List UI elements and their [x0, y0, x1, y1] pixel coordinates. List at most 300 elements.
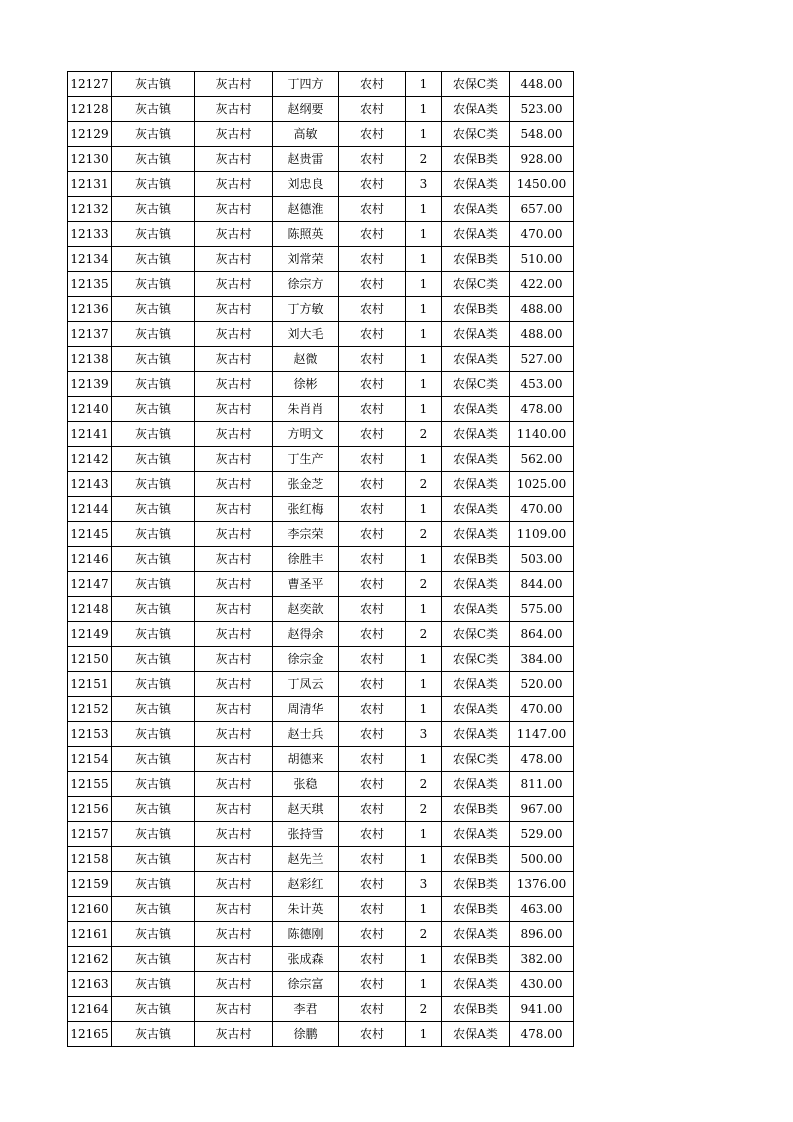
amount-cell: 463.00: [510, 897, 574, 922]
household-type-cell: 农村: [339, 897, 406, 922]
household-type-cell: 农村: [339, 72, 406, 97]
member-count-cell: 1: [406, 972, 442, 997]
village-cell: 灰古村: [195, 672, 273, 697]
amount-cell: 470.00: [510, 497, 574, 522]
amount-cell: 575.00: [510, 597, 574, 622]
record-id-cell: 12160: [68, 897, 112, 922]
table-row: [68, 947, 574, 972]
table-row: [68, 197, 574, 222]
household-type-cell: 农村: [339, 222, 406, 247]
village-cell: 灰古村: [195, 822, 273, 847]
category-cell: 农保A类: [442, 822, 510, 847]
household-type-cell: 农村: [339, 397, 406, 422]
category-cell: 农保A类: [442, 672, 510, 697]
town-cell: 灰古镇: [112, 972, 195, 997]
village-cell: 灰古村: [195, 897, 273, 922]
record-id-cell: 12133: [68, 222, 112, 247]
table-row: [68, 347, 574, 372]
village-cell: 灰古村: [195, 597, 273, 622]
category-cell: 农保A类: [442, 497, 510, 522]
town-cell: 灰古镇: [112, 472, 195, 497]
person-name-cell: 赵贵雷: [273, 147, 339, 172]
table-row: [68, 622, 574, 647]
amount-cell: 503.00: [510, 547, 574, 572]
household-type-cell: 农村: [339, 572, 406, 597]
town-cell: 灰古镇: [112, 222, 195, 247]
data-table: [67, 71, 574, 1047]
category-cell: 农保B类: [442, 247, 510, 272]
record-id-cell: 12147: [68, 572, 112, 597]
person-name-cell: 赵得余: [273, 622, 339, 647]
record-id-cell: 12150: [68, 647, 112, 672]
household-type-cell: 农村: [339, 697, 406, 722]
amount-cell: 448.00: [510, 72, 574, 97]
household-type-cell: 农村: [339, 422, 406, 447]
village-cell: 灰古村: [195, 147, 273, 172]
household-type-cell: 农村: [339, 997, 406, 1022]
town-cell: 灰古镇: [112, 922, 195, 947]
household-type-cell: 农村: [339, 522, 406, 547]
member-count-cell: 1: [406, 747, 442, 772]
person-name-cell: 刘忠良: [273, 172, 339, 197]
table-row: [68, 722, 574, 747]
village-cell: 灰古村: [195, 797, 273, 822]
village-cell: 灰古村: [195, 972, 273, 997]
table-row: [68, 472, 574, 497]
town-cell: 灰古镇: [112, 647, 195, 672]
amount-cell: 529.00: [510, 822, 574, 847]
town-cell: 灰古镇: [112, 772, 195, 797]
village-cell: 灰古村: [195, 272, 273, 297]
record-id-cell: 12128: [68, 97, 112, 122]
table-row: [68, 672, 574, 697]
member-count-cell: 2: [406, 797, 442, 822]
table-row: [68, 372, 574, 397]
category-cell: 农保C类: [442, 647, 510, 672]
village-cell: 灰古村: [195, 422, 273, 447]
village-cell: 灰古村: [195, 547, 273, 572]
person-name-cell: 赵天琪: [273, 797, 339, 822]
record-id-cell: 12153: [68, 722, 112, 747]
table-row: [68, 397, 574, 422]
town-cell: 灰古镇: [112, 622, 195, 647]
village-cell: 灰古村: [195, 447, 273, 472]
household-type-cell: 农村: [339, 497, 406, 522]
category-cell: 农保A类: [442, 972, 510, 997]
person-name-cell: 赵微: [273, 347, 339, 372]
category-cell: 农保A类: [442, 97, 510, 122]
category-cell: 农保A类: [442, 922, 510, 947]
household-type-cell: 农村: [339, 847, 406, 872]
town-cell: 灰古镇: [112, 97, 195, 122]
household-type-cell: 农村: [339, 297, 406, 322]
record-id-cell: 12149: [68, 622, 112, 647]
household-type-cell: 农村: [339, 547, 406, 572]
record-id-cell: 12148: [68, 597, 112, 622]
person-name-cell: 李宗荣: [273, 522, 339, 547]
member-count-cell: 1: [406, 247, 442, 272]
village-cell: 灰古村: [195, 647, 273, 672]
table-row: [68, 72, 574, 97]
member-count-cell: 1: [406, 697, 442, 722]
village-cell: 灰古村: [195, 122, 273, 147]
category-cell: 农保A类: [442, 772, 510, 797]
category-cell: 农保B类: [442, 897, 510, 922]
member-count-cell: 1: [406, 322, 442, 347]
amount-cell: 478.00: [510, 747, 574, 772]
person-name-cell: 张成森: [273, 947, 339, 972]
village-cell: 灰古村: [195, 247, 273, 272]
member-count-cell: 1: [406, 272, 442, 297]
table-row: [68, 272, 574, 297]
category-cell: 农保A类: [442, 1022, 510, 1047]
amount-cell: 510.00: [510, 247, 574, 272]
category-cell: 农保A类: [442, 572, 510, 597]
table-row: [68, 772, 574, 797]
member-count-cell: 1: [406, 897, 442, 922]
household-type-cell: 农村: [339, 822, 406, 847]
town-cell: 灰古镇: [112, 897, 195, 922]
town-cell: 灰古镇: [112, 322, 195, 347]
member-count-cell: 2: [406, 922, 442, 947]
person-name-cell: 徐宗富: [273, 972, 339, 997]
member-count-cell: 2: [406, 422, 442, 447]
household-type-cell: 农村: [339, 472, 406, 497]
town-cell: 灰古镇: [112, 722, 195, 747]
record-id-cell: 12146: [68, 547, 112, 572]
town-cell: 灰古镇: [112, 397, 195, 422]
person-name-cell: 丁四方: [273, 72, 339, 97]
person-name-cell: 胡德来: [273, 747, 339, 772]
amount-cell: 430.00: [510, 972, 574, 997]
table-row: [68, 447, 574, 472]
table-row: [68, 872, 574, 897]
record-id-cell: 12127: [68, 72, 112, 97]
amount-cell: 1147.00: [510, 722, 574, 747]
household-type-cell: 农村: [339, 172, 406, 197]
member-count-cell: 3: [406, 172, 442, 197]
village-cell: 灰古村: [195, 372, 273, 397]
table-row: [68, 247, 574, 272]
category-cell: 农保A类: [442, 172, 510, 197]
person-name-cell: 丁生产: [273, 447, 339, 472]
town-cell: 灰古镇: [112, 272, 195, 297]
person-name-cell: 高敏: [273, 122, 339, 147]
category-cell: 农保A类: [442, 197, 510, 222]
record-id-cell: 12164: [68, 997, 112, 1022]
village-cell: 灰古村: [195, 72, 273, 97]
record-id-cell: 12142: [68, 447, 112, 472]
member-count-cell: 1: [406, 72, 442, 97]
member-count-cell: 2: [406, 622, 442, 647]
category-cell: 农保C类: [442, 272, 510, 297]
person-name-cell: 徐鹏: [273, 1022, 339, 1047]
member-count-cell: 1: [406, 497, 442, 522]
person-name-cell: 赵奕歆: [273, 597, 339, 622]
town-cell: 灰古镇: [112, 997, 195, 1022]
member-count-cell: 1: [406, 197, 442, 222]
town-cell: 灰古镇: [112, 172, 195, 197]
table-row: [68, 572, 574, 597]
village-cell: 灰古村: [195, 622, 273, 647]
amount-cell: 928.00: [510, 147, 574, 172]
category-cell: 农保A类: [442, 397, 510, 422]
member-count-cell: 1: [406, 597, 442, 622]
member-count-cell: 2: [406, 522, 442, 547]
village-cell: 灰古村: [195, 922, 273, 947]
amount-cell: 548.00: [510, 122, 574, 147]
member-count-cell: 3: [406, 872, 442, 897]
table-row: [68, 1022, 574, 1047]
household-type-cell: 农村: [339, 447, 406, 472]
member-count-cell: 1: [406, 347, 442, 372]
amount-cell: 844.00: [510, 572, 574, 597]
village-cell: 灰古村: [195, 1022, 273, 1047]
person-name-cell: 赵士兵: [273, 722, 339, 747]
amount-cell: 382.00: [510, 947, 574, 972]
category-cell: 农保A类: [442, 347, 510, 372]
table-row: [68, 997, 574, 1022]
amount-cell: 500.00: [510, 847, 574, 872]
member-count-cell: 2: [406, 572, 442, 597]
category-cell: 农保A类: [442, 597, 510, 622]
household-type-cell: 农村: [339, 672, 406, 697]
category-cell: 农保A类: [442, 697, 510, 722]
village-cell: 灰古村: [195, 847, 273, 872]
village-cell: 灰古村: [195, 97, 273, 122]
member-count-cell: 1: [406, 372, 442, 397]
person-name-cell: 方明文: [273, 422, 339, 447]
member-count-cell: 2: [406, 997, 442, 1022]
town-cell: 灰古镇: [112, 597, 195, 622]
record-id-cell: 12141: [68, 422, 112, 447]
person-name-cell: 陈照英: [273, 222, 339, 247]
category-cell: 农保B类: [442, 147, 510, 172]
member-count-cell: 1: [406, 222, 442, 247]
household-type-cell: 农村: [339, 597, 406, 622]
town-cell: 灰古镇: [112, 147, 195, 172]
household-type-cell: 农村: [339, 197, 406, 222]
person-name-cell: 曹圣平: [273, 572, 339, 597]
town-cell: 灰古镇: [112, 447, 195, 472]
town-cell: 灰古镇: [112, 297, 195, 322]
category-cell: 农保A类: [442, 722, 510, 747]
amount-cell: 422.00: [510, 272, 574, 297]
town-cell: 灰古镇: [112, 872, 195, 897]
category-cell: 农保A类: [442, 322, 510, 347]
town-cell: 灰古镇: [112, 947, 195, 972]
town-cell: 灰古镇: [112, 847, 195, 872]
person-name-cell: 朱肖肖: [273, 397, 339, 422]
record-id-cell: 12159: [68, 872, 112, 897]
village-cell: 灰古村: [195, 197, 273, 222]
member-count-cell: 1: [406, 947, 442, 972]
record-id-cell: 12152: [68, 697, 112, 722]
person-name-cell: 赵先兰: [273, 847, 339, 872]
household-type-cell: 农村: [339, 972, 406, 997]
table-row: [68, 497, 574, 522]
amount-cell: 941.00: [510, 997, 574, 1022]
table-row: [68, 797, 574, 822]
town-cell: 灰古镇: [112, 822, 195, 847]
category-cell: 农保A类: [442, 472, 510, 497]
record-id-cell: 12157: [68, 822, 112, 847]
village-cell: 灰古村: [195, 772, 273, 797]
person-name-cell: 丁凤云: [273, 672, 339, 697]
record-id-cell: 12140: [68, 397, 112, 422]
member-count-cell: 2: [406, 472, 442, 497]
member-count-cell: 1: [406, 822, 442, 847]
village-cell: 灰古村: [195, 747, 273, 772]
table-row: [68, 97, 574, 122]
amount-cell: 523.00: [510, 97, 574, 122]
amount-cell: 488.00: [510, 297, 574, 322]
category-cell: 农保A类: [442, 422, 510, 447]
record-id-cell: 12144: [68, 497, 112, 522]
village-cell: 灰古村: [195, 472, 273, 497]
table-row: [68, 697, 574, 722]
person-name-cell: 丁方敏: [273, 297, 339, 322]
amount-cell: 520.00: [510, 672, 574, 697]
category-cell: 农保A类: [442, 447, 510, 472]
village-cell: 灰古村: [195, 397, 273, 422]
village-cell: 灰古村: [195, 997, 273, 1022]
household-type-cell: 农村: [339, 1022, 406, 1047]
amount-cell: 527.00: [510, 347, 574, 372]
category-cell: 农保B类: [442, 297, 510, 322]
household-type-cell: 农村: [339, 647, 406, 672]
category-cell: 农保B类: [442, 947, 510, 972]
record-id-cell: 12158: [68, 847, 112, 872]
person-name-cell: 刘大毛: [273, 322, 339, 347]
amount-cell: 488.00: [510, 322, 574, 347]
amount-cell: 470.00: [510, 222, 574, 247]
record-id-cell: 12151: [68, 672, 112, 697]
table-row: [68, 747, 574, 772]
village-cell: 灰古村: [195, 872, 273, 897]
amount-cell: 1109.00: [510, 522, 574, 547]
town-cell: 灰古镇: [112, 797, 195, 822]
amount-cell: 967.00: [510, 797, 574, 822]
town-cell: 灰古镇: [112, 547, 195, 572]
village-cell: 灰古村: [195, 697, 273, 722]
household-type-cell: 农村: [339, 772, 406, 797]
table-row: [68, 922, 574, 947]
amount-cell: 562.00: [510, 447, 574, 472]
table-row: [68, 147, 574, 172]
table-row: [68, 422, 574, 447]
category-cell: 农保B类: [442, 997, 510, 1022]
category-cell: 农保B类: [442, 547, 510, 572]
household-type-cell: 农村: [339, 722, 406, 747]
table-row: [68, 122, 574, 147]
category-cell: 农保A类: [442, 522, 510, 547]
amount-cell: 657.00: [510, 197, 574, 222]
town-cell: 灰古镇: [112, 1022, 195, 1047]
record-id-cell: 12132: [68, 197, 112, 222]
category-cell: 农保B类: [442, 872, 510, 897]
member-count-cell: 1: [406, 647, 442, 672]
category-cell: 农保C类: [442, 747, 510, 772]
record-id-cell: 12138: [68, 347, 112, 372]
member-count-cell: 1: [406, 447, 442, 472]
record-id-cell: 12134: [68, 247, 112, 272]
table-row: [68, 547, 574, 572]
amount-cell: 384.00: [510, 647, 574, 672]
table-row: [68, 847, 574, 872]
household-type-cell: 农村: [339, 922, 406, 947]
person-name-cell: 张金芝: [273, 472, 339, 497]
category-cell: 农保C类: [442, 72, 510, 97]
person-name-cell: 朱计英: [273, 897, 339, 922]
amount-cell: 811.00: [510, 772, 574, 797]
record-id-cell: 12131: [68, 172, 112, 197]
record-id-cell: 12129: [68, 122, 112, 147]
amount-cell: 478.00: [510, 1022, 574, 1047]
record-id-cell: 12161: [68, 922, 112, 947]
town-cell: 灰古镇: [112, 372, 195, 397]
household-type-cell: 农村: [339, 147, 406, 172]
amount-cell: 1450.00: [510, 172, 574, 197]
record-id-cell: 12145: [68, 522, 112, 547]
member-count-cell: 1: [406, 97, 442, 122]
village-cell: 灰古村: [195, 222, 273, 247]
record-id-cell: 12154: [68, 747, 112, 772]
household-type-cell: 农村: [339, 247, 406, 272]
village-cell: 灰古村: [195, 522, 273, 547]
category-cell: 农保B类: [442, 797, 510, 822]
person-name-cell: 赵纲要: [273, 97, 339, 122]
member-count-cell: 1: [406, 847, 442, 872]
village-cell: 灰古村: [195, 497, 273, 522]
table-body: [68, 72, 574, 1047]
record-id-cell: 12139: [68, 372, 112, 397]
person-name-cell: 张持雪: [273, 822, 339, 847]
amount-cell: 478.00: [510, 397, 574, 422]
person-name-cell: 徐宗方: [273, 272, 339, 297]
village-cell: 灰古村: [195, 347, 273, 372]
amount-cell: 470.00: [510, 697, 574, 722]
household-type-cell: 农村: [339, 947, 406, 972]
village-cell: 灰古村: [195, 722, 273, 747]
table-row: [68, 897, 574, 922]
member-count-cell: 1: [406, 297, 442, 322]
category-cell: 农保B类: [442, 847, 510, 872]
town-cell: 灰古镇: [112, 347, 195, 372]
household-type-cell: 农村: [339, 322, 406, 347]
village-cell: 灰古村: [195, 572, 273, 597]
village-cell: 灰古村: [195, 322, 273, 347]
amount-cell: 1140.00: [510, 422, 574, 447]
town-cell: 灰古镇: [112, 247, 195, 272]
member-count-cell: 2: [406, 147, 442, 172]
person-name-cell: 李君: [273, 997, 339, 1022]
table-row: [68, 822, 574, 847]
member-count-cell: 1: [406, 397, 442, 422]
town-cell: 灰古镇: [112, 122, 195, 147]
record-id-cell: 12143: [68, 472, 112, 497]
member-count-cell: 2: [406, 772, 442, 797]
table-row: [68, 522, 574, 547]
town-cell: 灰古镇: [112, 572, 195, 597]
person-name-cell: 赵彩红: [273, 872, 339, 897]
member-count-cell: 3: [406, 722, 442, 747]
category-cell: 农保C类: [442, 372, 510, 397]
member-count-cell: 1: [406, 122, 442, 147]
person-name-cell: 赵德淮: [273, 197, 339, 222]
village-cell: 灰古村: [195, 172, 273, 197]
village-cell: 灰古村: [195, 947, 273, 972]
